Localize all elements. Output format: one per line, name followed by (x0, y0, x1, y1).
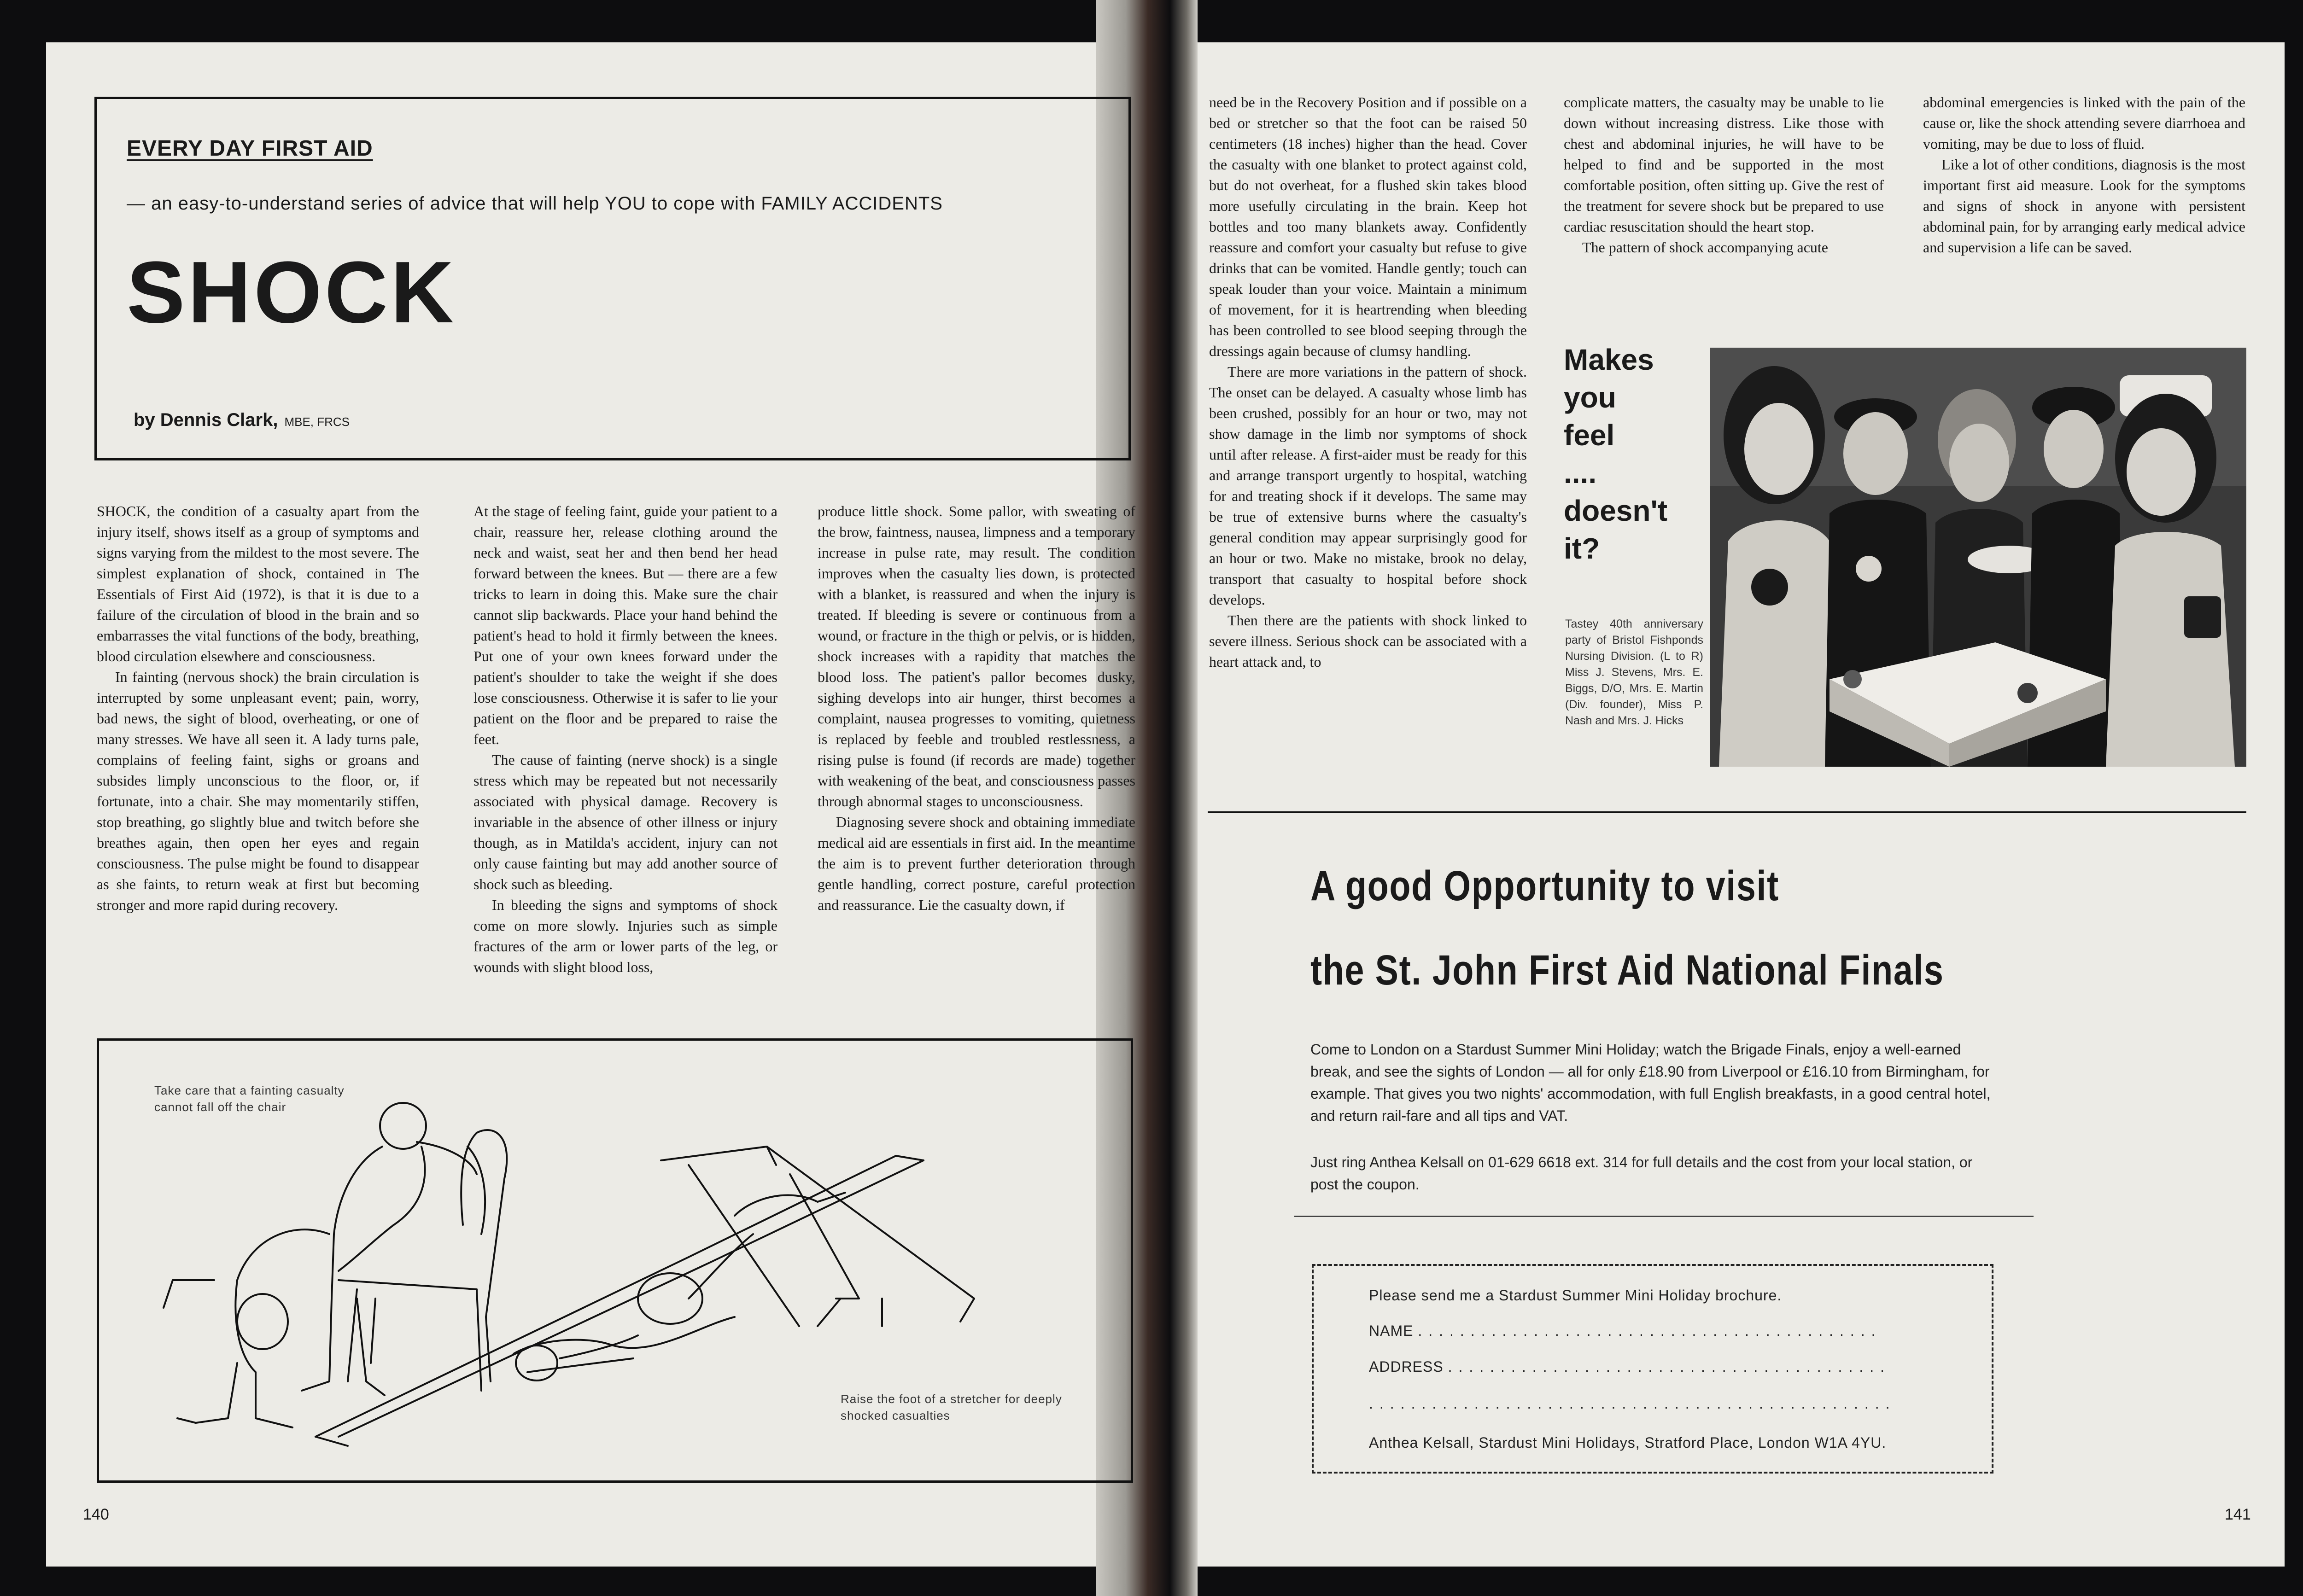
paragraph: The cause of fainting (nerve shock) is a single stress which may be repeated but not necessarily associated with physical damage. Recovery is invariable in the absence of other illness or injury though, as in Matilda's accident, injury can not only cause fainting but may add another source of shock such as bleeding. (473, 751, 777, 892)
headline-line: Makes (1564, 343, 1654, 376)
left-column-3 (818, 501, 1135, 915)
right-column-1 (1209, 92, 1527, 672)
casualty-head (237, 1294, 288, 1349)
page-number-right: 141 (2225, 1506, 2251, 1523)
headline-line: feel (1564, 419, 1615, 452)
photo-headline (1564, 341, 1667, 567)
coupon-address-dots-2: .................................................. (1369, 1395, 1896, 1412)
coupon-name-line (1369, 1322, 1882, 1340)
right-column-2 (1564, 92, 1884, 258)
author-qualifications: MBE, FRCS (284, 415, 350, 429)
article-title: SHOCK (127, 244, 457, 341)
paragraph: produce little shock. Some pallor, with sweating of the brow, faintness, nausea, limpness and a temporary increase in pulse rate, may result. The condition improves when the casualty lies down, is protected with a blanket, is reassured and when the injury is treated. If bleeding is severe or continuous from a wound, or fracture in the thigh or pelvis, or is hidden, shock increases with a rapidity that matches the blood loss. The patient's pallor becomes dusky, sighing develops into air hunger, thirst becomes a complaint, nausea progresses to vomiting, quietness is replaced by feeble and troubled restlessness, a rising pulse is found (if records are made) together with weakening of the beat, and consciousness passes through abnormal stages to unconsciousness. (818, 503, 1135, 810)
paragraph: abdominal emergencies is linked with the pain of the cause or, like the shock attending severe diarrhoea and vomiting, may be due to loss of fluid. (1923, 94, 2245, 152)
byline (134, 410, 350, 431)
ad-headline-line-2: the St. John First Aid National Finals (1310, 947, 1944, 994)
coupon-name-dots: ............................................ (1418, 1322, 1882, 1339)
coupon-address-line-2 (1369, 1395, 1896, 1412)
left-column-1 (97, 501, 419, 915)
coupon-address-dots: .......................................... (1448, 1358, 1891, 1375)
ad-headline-line-1: A good Opportunity to visit (1310, 862, 1779, 909)
photo-caption: Tastey 40th anniversary party of Bristol Fishponds Nursing Division. (L to R) Miss J. Stevens, Mrs. E. Biggs, D/O, Mrs. E. Martin (Div. founder), Miss P. Nash and Mrs. J. Hicks (1565, 617, 1703, 727)
ad-paragraph-2: Just ring Anthea Kelsall on 01-629 6618 ext. 314 for full details and the cost from your local station, or post the coupon. (1310, 1154, 1973, 1193)
paragraph: SHOCK, the condition of a casualty apart from the injury itself, shows itself as a group of symptoms and signs varying from the mildest to the most severe. The simplest explanation of shock, contained in The Essentials of First Aid (1972), is that it is due to a failure of the circulation of blood in the brain and so embarrasses the vital functions of the body, breathing, blood circulation elsewhere and consciousness. (97, 503, 419, 664)
author-name: by Dennis Clark, (134, 410, 278, 430)
series-subtitle: — an easy-to-understand series of advice that will help YOU to cope with FAMILY ACCIDENTS (127, 193, 943, 214)
headline-line: .... (1564, 456, 1597, 489)
paragraph: In fainting (nervous shock) the brain circulation is interrupted by some unpleasant event; pain, worry, bad news, the sight of blood, overheating, or one of many stresses. We have all seen it. A lady turns pale, complains of feeling faint, sighs or groans and subsides limply unconscious to the floor, or, if fortunate, into a chair. She may momentarily stiffen, stop breathing, go slightly blue and twitch before she breathes again, then open her eyes and regain consciousness. The pulse might be found to disappear as she faints, to return weak at first but becoming stronger and more rapid during recovery. (97, 669, 419, 913)
stretcher-casualty-head (516, 1346, 557, 1380)
headline-line: you (1564, 381, 1616, 414)
paragraph: Diagnosing severe shock and obtaining immediate medical aid are essentials in first aid. In the meantime the aim is to prevent further deterioration through gentle handling, correct posture, careful protection and reassurance. Lie the casualty down, if (818, 814, 1135, 913)
paragraph: In bleeding the signs and symptoms of shock come on more slowly. Injuries such as simple fractures of the arm or lower parts of the leg, or wounds with slight blood loss, (473, 897, 777, 975)
group-photo-drawing (1710, 348, 2246, 767)
series-title: EVERY DAY FIRST AID (127, 136, 373, 161)
coupon-address-line (1369, 1358, 1891, 1375)
paragraph: The pattern of shock accompanying acute (1582, 239, 1828, 256)
ad-paragraph-1: Come to London on a Stardust Summer Mini Holiday; watch the Brigade Finals, enjoy a well-earned break, and see the sights of London — all for only £18.90 from Liverpool or £16.10 from Birmingham, for example. That gives you two nights' accommodation, with full English breakfasts, in a good central hotel, and return rail-fare and all tips and VAT. (1310, 1041, 1991, 1124)
coupon-return-address: Anthea Kelsall, Stardust Mini Holidays, Stratford Place, London W1A 4YU. (1369, 1434, 1887, 1451)
page-number-left: 140 (83, 1506, 109, 1523)
coupon-address-label: ADDRESS (1369, 1358, 1444, 1375)
first-aid-illustration (99, 1041, 1131, 1480)
coupon-request: Please send me a Stardust Summer Mini Holiday brochure. (1369, 1287, 1782, 1304)
chair-back (477, 1130, 507, 1381)
headline-line: it? (1564, 532, 1600, 565)
left-column-2 (473, 501, 777, 978)
coupon-name-label: NAME (1369, 1322, 1414, 1339)
book-spine-shadow-right (1170, 0, 1198, 1596)
paragraph: complicate matters, the casualty may be unable to lie down without increasing distress. Like those with chest and abdominal injuries, he will have to be helped to find and be supported in the most comfortable position, often sitting up. Give the rest of the treatment for severe shock but be prepared to use cardiac resuscitation should the heart stop. (1564, 94, 1884, 235)
section-divider (1208, 811, 2246, 813)
paragraph: At the stage of feeling faint, guide your patient to a chair, reassure her, release clothing around the neck and waist, seat her and then bend her head forward between the knees. But — there are a few tricks to learn in doing this. Make sure the chair cannot slip backwards. Place your hand behind the patient's head to hold it firmly between the knees. Put one of your own knees forward under the patient's shoulder to take the weight if she does lose consciousness. Otherwise it is safer to lie your patient on the floor and be prepared to raise the feet. (473, 503, 777, 747)
group-photo (1710, 348, 2246, 767)
paragraph: need be in the Recovery Position and if possible on a bed or stretcher so that the foot can be raised 50 centimeters (18 inches) higher than the head. Cover the casualty with one blanket to protect against cold, but do not overheat, for a flushed skin takes blood more usefully circulating in the brain. Keep hot bottles and too many blankets away. Confidently reassure and comfort your casualty but refuse to give drinks that can be vomited. Handle gently; touch can speak louder than your voice. Maintain a minimum of movement, for it is heartrending when bleeding has been controlled to see blood seeping through the dressings again because of clumsy handling. (1209, 94, 1527, 359)
paragraph: Then there are the patients with shock linked to severe illness. Serious shock can be associated with a heart attack and, to (1209, 612, 1527, 670)
paragraph: Like a lot of other conditions, diagnosis is the most important first aid measure. Look for the symptoms and signs of shock in anyone with persistent abdominal pain, for by arranging early medical advice and supervision a life can be saved. (1923, 156, 2245, 256)
ad-rule (1294, 1216, 2034, 1217)
headline-line: doesn't (1564, 494, 1667, 527)
caption-chair: Take care that a fainting casualty cannot fall off the chair (154, 1083, 345, 1114)
right-column-3 (1923, 92, 2245, 258)
caption-stretcher: Raise the foot of a stretcher for deeply shocked casualties (841, 1392, 1062, 1422)
paragraph: There are more variations in the pattern of shock. The onset can be delayed. A casualty whose limb has been crushed, possibly for an hour or two, may not show damage in the limb nor symptoms of shock until after release. A first-aider must be ready for this and arrange transport urgently to hospital, watching for and treating shock if it develops. The same may be true of extensive burns where the casualty's general condition may appear surprisingly good for an hour or two. Make no mistake, brook no delay, transport that casualty to hospital before shock develops. (1209, 363, 1527, 608)
